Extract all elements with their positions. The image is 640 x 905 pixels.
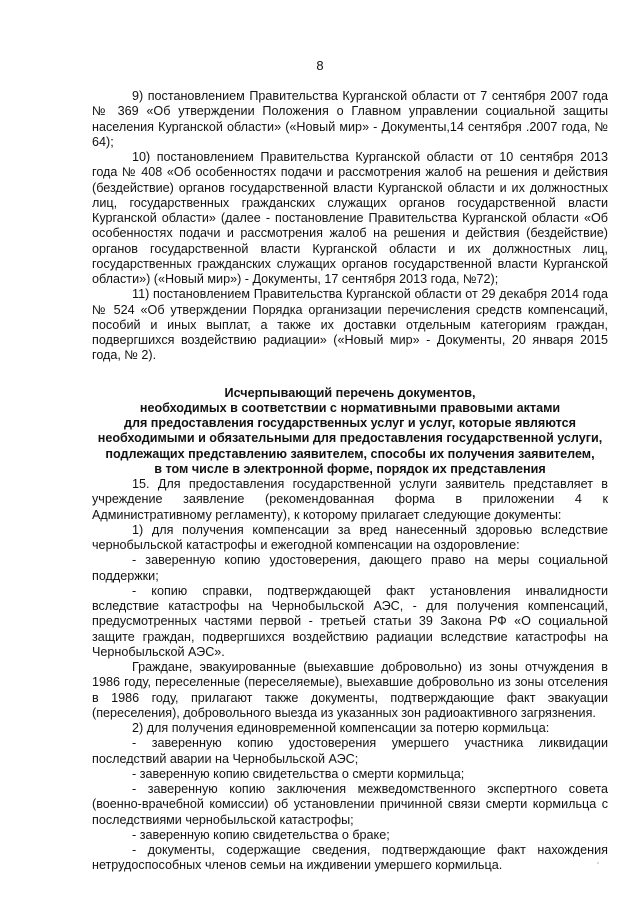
section-heading-line: подлежащих представлению заявителем, способы их получения заявителем, bbox=[105, 446, 595, 461]
list-item: - заверенную копию удостоверения умершего участника ликвидации последствий аварии на Чернобыльской АЭС; bbox=[92, 736, 608, 766]
list-item: - заверенную копию свидетельства о смерти кормильца; bbox=[132, 766, 465, 781]
paragraph-15: 15. Для предоставления государственной услуги заявитель представляет в учреждение заявление (рекомендованная форма в приложении 4 к Административному регламенту), к которому прилагает следующие документы: bbox=[92, 477, 608, 522]
document-body bbox=[92, 89, 608, 874]
paragraph-15-item-1: 1) для получения компенсации за вред нанесенный здоровью вследствие чернобыльской катастрофы и ежегодной компенсации на оздоровление: bbox=[92, 522, 608, 552]
section-heading-line: необходимыми и обязательными для предоставления государственной услуги, bbox=[97, 431, 603, 446]
section-heading bbox=[92, 386, 608, 478]
paragraph-15-item-2: 2) для получения единовременной компенсации за потерю кормильца: bbox=[132, 721, 550, 735]
paragraph-item-11: 11) постановлением Правительства Курганской области от 29 декабря 2014 года № 524 «Об утверждении Порядка организации перечисления средств компенсаций, пособий и иных выплат, а также их доставки отдельным категориям граждан, подвергшихся воздействию радиации» («Новый мир» - Документы, 20 января 2015 года, № 2). bbox=[92, 287, 608, 363]
section-heading-line: для предоставления государственных услуг и услуг, которые являются bbox=[123, 416, 577, 430]
paragraph-item-9: 9) постановлением Правительства Курганской области от 7 сентября 2007 года № 369 «Об утверждении Положения о Главном управлении социальной защиты населения Курганской области» («Новый мир» - Документы,14 сентября .2007 года, № 64); bbox=[92, 89, 608, 149]
list-item: - копию справки, подтверждающей факт установления инвалидности вследствие катастрофы на Чернобыльской АЭС, - для получения компенсаций, предусмотренных частями первой - третьей статьи 39 Закона РФ «О социальной защите граждан, подвергшихся воздействию радиации вследствие катастрофы на Чернобыльской АЭС». bbox=[92, 583, 608, 659]
list-item: - документы, содержащие сведения, подтверждающие факт нахождения нетрудоспособных членов семьи на иждивении умершего кормильца. bbox=[92, 843, 608, 873]
list-item: - заверенную копию свидетельства о браке; bbox=[132, 827, 390, 842]
list-item: - заверенную копию удостоверения, дающего право на меры социальной поддержки; bbox=[92, 553, 608, 583]
scan-speck bbox=[597, 862, 599, 864]
section-heading-line: необходимых в соответствии с нормативными правовыми актами bbox=[139, 400, 561, 415]
list-item: - заверенную копию заключения межведомственного экспертного совета (военно-врачебной комиссии) об установлении причинной связи смерти кормильца с последствиями чернобыльской катастрофы; bbox=[92, 782, 608, 827]
page-number: 8 bbox=[316, 58, 324, 73]
paragraph-item-10: 10) постановлением Правительства Курганской области от 10 сентября 2013 года № 408 «Об особенностях подачи и рассмотрения жалоб на решения и действия (бездействие) органов государственной власти Курганской области и их должностных лиц, государственных гражданских служащих органов государственной власти Курганской области» (далее - постановление Правительства Курганской области «Об особенностях подачи и рассмотрения жалоб на решения и действия (бездействие) органов государственной власти Курганской области и их должностных лиц, государственных гражданских служащих органов государственной власти Курганской области») («Новый мир») - Документы, 17 сентября 2013 года, №72); bbox=[92, 150, 608, 286]
paragraph-evacuees: Граждане, эвакуированные (выехавшие добровольно) из зоны отчуждения в 1986 году, переселенные (переселяемые), выехавшие добровольно из зоны отселения в 1986 году, прилагают также документы, подтверждающие факт эвакуации (переселения), добровольного выезда из указанных зон радиоактивного загрязнения. bbox=[92, 660, 608, 720]
section-spacer bbox=[92, 364, 608, 386]
section-heading-line: в том числе в электронной форме, порядок их представления bbox=[154, 461, 546, 476]
section-heading-line: Исчерпывающий перечень документов, bbox=[224, 385, 476, 400]
